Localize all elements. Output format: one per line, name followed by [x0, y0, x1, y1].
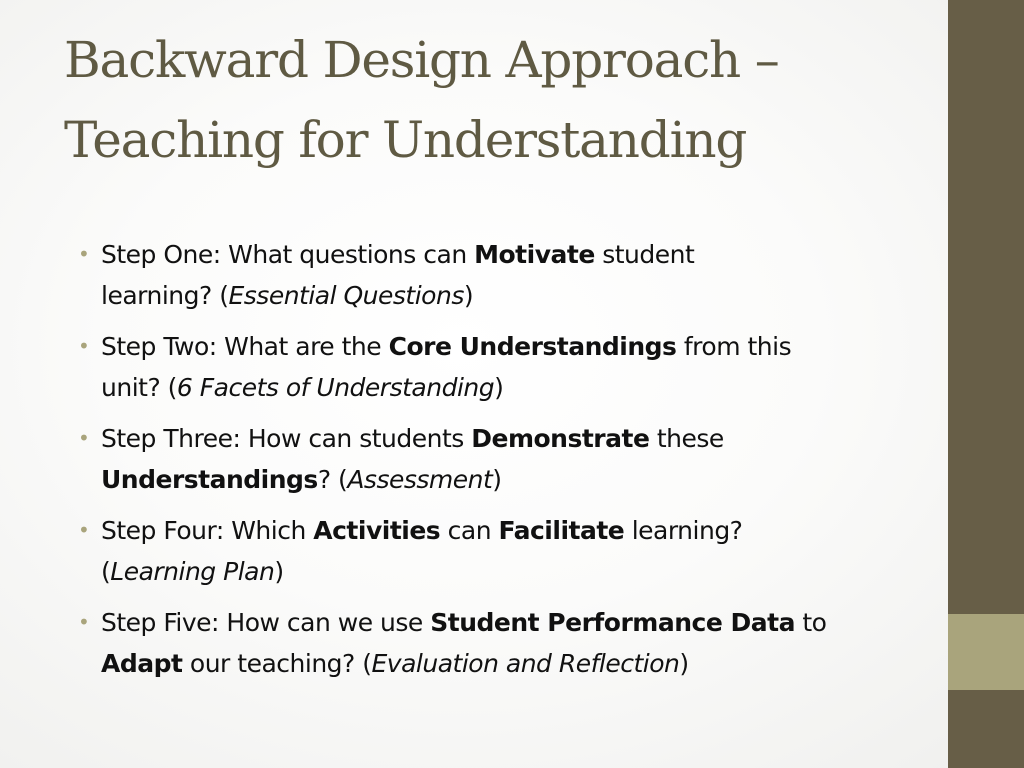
bullet-keyword: Activities [313, 516, 441, 545]
bullet-line [101, 510, 918, 551]
bullet-keyword: Adapt [101, 649, 183, 678]
bullet-text: learning? [624, 516, 743, 545]
bullet-text: these [649, 424, 724, 453]
bullet-marker-icon: • [78, 334, 90, 358]
slide-title [64, 20, 924, 180]
slide-title-line-1: Backward Design Approach – [64, 31, 779, 89]
bullet-step-four [78, 510, 918, 592]
bullet-text: ) [679, 649, 689, 678]
bullet-category: Learning Plan [110, 557, 275, 586]
bullet-line [101, 643, 918, 684]
bullet-step-one [78, 234, 918, 316]
slide-title-line-2: Teaching for Understanding [64, 111, 747, 169]
bullet-line [101, 602, 918, 643]
bullet-keyword: Motivate [474, 240, 595, 269]
bullet-line [101, 326, 918, 367]
sidebar-accent-block [948, 614, 1024, 690]
bullet-step-five [78, 602, 918, 684]
bullet-step-two [78, 326, 918, 408]
bullet-marker-icon: • [78, 518, 90, 542]
bullet-marker-icon: • [78, 426, 90, 450]
bullet-marker-icon: • [78, 242, 90, 266]
bullet-list [78, 234, 918, 694]
bullet-step-three [78, 418, 918, 500]
bullet-line [101, 551, 918, 592]
bullet-text: Step Five: How can we use [101, 608, 431, 637]
bullet-text: ) [463, 281, 474, 310]
bullet-category: Essential Questions [228, 281, 464, 310]
bullet-text: ? ( [317, 465, 348, 494]
bullet-text: ( [101, 557, 111, 586]
bullet-text: Step Four: Which [101, 516, 314, 545]
bullet-text: from this [676, 332, 792, 361]
bullet-text: our teaching? ( [182, 649, 372, 678]
bullet-keyword: Demonstrate [471, 424, 650, 453]
bullet-text: learning? ( [101, 281, 229, 310]
bullet-line [101, 234, 918, 275]
bullet-keyword: Core Understandings [388, 332, 677, 361]
bullet-text: ) [274, 557, 284, 586]
bullet-text: Step Three: How can students [101, 424, 472, 453]
bullet-text: unit? ( [101, 373, 177, 402]
bullet-line [101, 459, 918, 500]
bullet-text: can [440, 516, 499, 545]
bullet-category: Evaluation and Reflection [371, 649, 680, 678]
bullet-category: 6 Facets of Understanding [176, 373, 495, 402]
bullet-line [101, 275, 918, 316]
bullet-marker-icon: • [78, 610, 90, 634]
bullet-text: student [594, 240, 695, 269]
bullet-text: to [794, 608, 827, 637]
bullet-line [101, 418, 918, 459]
bullet-category: Assessment [347, 465, 493, 494]
bullet-line [101, 367, 918, 408]
bullet-text: ) [492, 465, 502, 494]
bullet-text: ) [494, 373, 504, 402]
bullet-text: Step Two: What are the [101, 332, 389, 361]
bullet-text: Step One: What questions can [101, 240, 475, 269]
bullet-keyword: Facilitate [498, 516, 625, 545]
bullet-keyword: Understandings [101, 465, 318, 494]
bullet-keyword: Student Performance Data [430, 608, 795, 637]
